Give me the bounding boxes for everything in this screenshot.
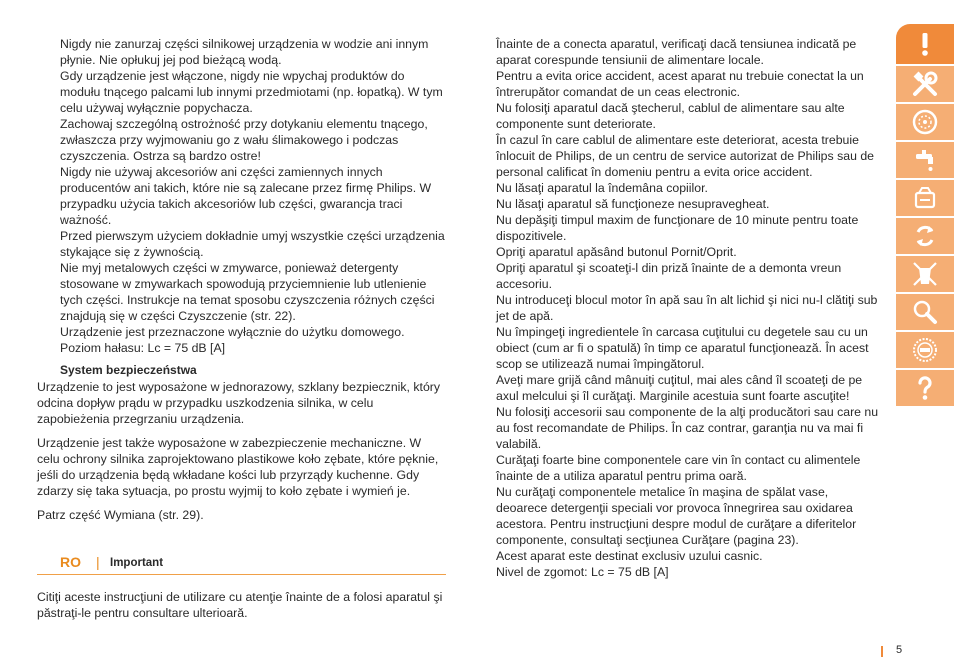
section-title: Important [110, 557, 164, 569]
language-section-header [37, 554, 446, 575]
warning-item: Aveţi mare grijă când mânuiţi cuţitul, mai ales când îl scoateţi de pe axul melcului şi îl curăţaţi. Marginile acestuia sunt foarte ascuţite! [496, 373, 863, 403]
warning-item: Opriţi aparatul şi scoateţi-l din priză înainte de a demonta vreun accesoriu. [496, 261, 842, 291]
tab-cleaning[interactable] [896, 142, 954, 178]
tab-help[interactable] [896, 370, 954, 406]
warning-item: Înainte de a conecta aparatul, verificaţi dacă tensiunea indicată pe aparat corespunde tensiunii de alimentare locale. [496, 37, 857, 67]
ro-intro [37, 589, 449, 621]
safety-heading: System bezpieczeństwa [60, 363, 197, 377]
warning-item: Przed pierwszym użyciem dokładnie umyj wszystkie części urządzenia stykające się z żywnością. [60, 229, 445, 259]
exclamation-icon [910, 29, 940, 59]
warning-item: În cazul în care cablul de alimentare este deteriorat, acesta trebuie înlocuit de Philips, de un centru de service autorizat de Philips sau de personal calificat în domeniu pentru a evita orice accident. [496, 133, 875, 179]
warning-item: Nigdy nie zanurzaj części silnikowej urządzenia w wodzie ani innym płynie. Nie opłukuj jej pod bieżącą wodą. [60, 37, 429, 67]
warning-item: Nu lăsaţi aparatul să funcţioneze nesupravegheat. [496, 197, 770, 211]
tab-troubleshooting[interactable] [896, 294, 954, 330]
warning-item: Nivel de zgomot: Lc = 75 dB [A] [496, 565, 669, 579]
page-number-bar [881, 646, 883, 657]
left-warnings-list [60, 36, 446, 356]
page-number: 5 [896, 644, 903, 656]
warning-item: Pentru a evita orice accident, acest aparat nu trebuie conectat la un întrerupător comandat de un ceas electronic. [496, 69, 864, 99]
warning-item: Urządzenie jest przeznaczone wyłącznie do użytku domowego. [60, 325, 405, 339]
tab-environment[interactable] [896, 256, 954, 292]
warning-item: Nu folosiţi aparatul dacă ştecherul, cablul de alimentare sau alte componente sunt deteriorate. [496, 101, 845, 131]
warning-item: Poziom hałasu: Lc = 75 dB [A] [60, 341, 226, 355]
tab-guarantee[interactable] [896, 332, 954, 368]
tab-tools[interactable] [896, 66, 954, 102]
warning-item: Curăţaţi foarte bine componentele care vin în contact cu alimentele înainte de a utiliza aparatul pentru prima oară. [496, 453, 861, 483]
warning-item: Nu introduceţi blocul motor în apă sau în alt lichid şi nici nu-l clătiţi sub jet de apă. [496, 293, 878, 323]
disc-icon [910, 107, 940, 137]
warning-item: Nu lăsaţi aparatul la îndemâna copiilor. [496, 181, 708, 195]
crossed-bin-icon [910, 259, 940, 289]
warning-item: Nu curăţaţi componentele metalice în maşina de spălat vase, deoarece detergenţii speciali vor provoca înnegrirea sau oxidarea acestora. Pentru instrucţiuni despre modul de curăţare a diferitelor componente, consultaţi secţiunea Curăţare (pagina 23). [496, 485, 857, 547]
safety-section [37, 379, 447, 531]
tap-icon [910, 145, 940, 175]
cycle-arrows-icon [910, 221, 940, 251]
tab-replacement[interactable] [896, 218, 954, 254]
right-warnings-list [496, 36, 881, 580]
warning-item: Zachowaj szczególną ostrożność przy dotykaniu elementu tnącego, zwłaszcza przy wyjmowaniu go z wału ślimakowego i podczas czyszczenia. Ostrza są bardzo ostre! [60, 117, 428, 163]
warning-item: Nu împingeţi ingredientele în carcasa cuţitului cu degetele sau cu un obiect (cum ar fi o spatulă) în timp ce aparatul funcţionează. În acest scop se utilizează numai împingătorul. [496, 325, 869, 371]
warning-item: Nu depăşiţi timpul maxim de funcţionare de 10 minute pentru toate dispozitivele. [496, 213, 859, 243]
tools-icon [910, 69, 940, 99]
warning-item: Gdy urządzenie jest włączone, nigdy nie wpychaj produktów do modułu tnącego palcami lub innymi przedmiotami (np. łopatką). W tym celu używaj wyłącznie popychacza. [60, 69, 443, 115]
seal-icon [910, 335, 940, 365]
warning-item: Acest aparat este destinat exclusiv uzului casnic. [496, 549, 763, 563]
safety-paragraph: Urządzenie to jest wyposażone w jednorazowy, szklany bezpiecznik, który odcina dopływ prądu w przypadku uszkodzenia silnika, w celu zapobieżenia przegrzaniu urządzenia. [37, 380, 441, 426]
safety-reference: Patrz część Wymiana (str. 29). [37, 508, 204, 522]
intro-paragraph: Citiţi aceste instrucţiuni de utilizare cu atenţie înainte de a folosi aparatul şi păstraţi-le pentru consultare ulterioară. [37, 590, 443, 620]
language-separator: | [96, 554, 100, 570]
question-icon [910, 373, 940, 403]
side-tab-strip [896, 24, 954, 408]
recycle-bin-icon [910, 183, 940, 213]
tab-disc[interactable] [896, 104, 954, 140]
warning-item: Opriţi aparatul apăsând butonul Pornit/Oprit. [496, 245, 737, 259]
language-code: RO [60, 554, 81, 570]
warning-item: Nie myj metalowych części w zmywarce, ponieważ detergenty stosowane w zmywarkach spowodują przyciemnienie lub utlenienie tych części. Instrukcje na temat sposobu czyszczenia różnych części znajdują się w części Czyszczenie (str. 22). [60, 261, 435, 323]
tab-important[interactable] [896, 24, 954, 64]
tab-storage[interactable] [896, 180, 954, 216]
magnifier-icon [910, 297, 940, 327]
warning-item: Nu folosiţi accesorii sau componente de la alţi producători sau care nu au fost recomandate de Philips. În caz contrar, garanţia nu va mai fi valabilă. [496, 405, 879, 451]
warning-item: Nigdy nie używaj akcesoriów ani części zamiennych innych producentów ani takich, które nie są zalecane przez firmę Philips. W przypadku użycia takich akcesoriów lub części, gwarancja traci ważność. [60, 165, 432, 227]
safety-paragraph: Urządzenie jest także wyposażone w zabezpieczenie mechaniczne. W celu ochrony silnika zaprojektowano plastikowe koło zębate, które pęknie, jeśli do urządzenia będą wkładane kości lub przyrządy kuchenne. Gdy zdarzy się taka sytuacja, po prostu wyjmij to koło zębate i wymień je. [37, 436, 439, 498]
